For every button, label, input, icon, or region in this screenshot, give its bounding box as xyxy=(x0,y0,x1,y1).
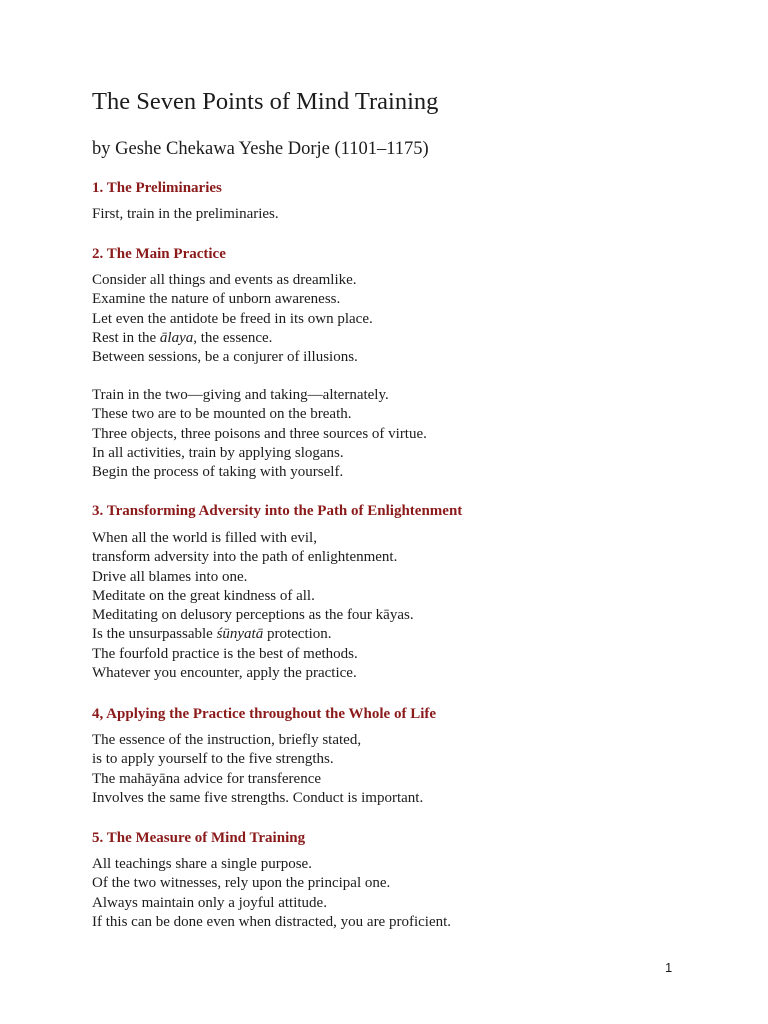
italic-term: śūnyatā xyxy=(216,626,264,643)
italic-term: ālaya xyxy=(159,329,194,346)
verse-line: When all the world is filled with evil, xyxy=(92,530,317,546)
verse-line: Three objects, three poisons and three sources of virtue. xyxy=(92,425,427,442)
verse-line: Whatever you encounter, apply the practice. xyxy=(92,665,357,682)
document-title: The Seven Points of Mind Training xyxy=(92,88,439,115)
section-heading: 1. The Preliminaries xyxy=(92,180,222,196)
verse-line: Examine the nature of unborn awareness. xyxy=(92,291,341,308)
verse-paragraph xyxy=(92,855,451,932)
verse-line: Involves the same five strengths. Conduct is important. xyxy=(92,789,424,806)
verse-line xyxy=(92,329,373,348)
verse-line: These two are to be mounted on the breath. xyxy=(92,406,352,423)
verse-line: The mahāyāna advice for transference xyxy=(92,770,322,787)
verse-line: Between sessions, be a conjurer of illusions. xyxy=(92,349,358,366)
verse-line: The essence of the instruction, briefly stated, xyxy=(92,732,362,748)
verse-line xyxy=(92,625,414,644)
section-heading: 3. Transforming Adversity into the Path of Enlightenment xyxy=(92,503,463,519)
verse-line: Begin the process of taking with yourself. xyxy=(92,464,344,481)
verse-line: Always maintain only a joyful attitude. xyxy=(92,894,327,911)
verse-line: Of the two witnesses, rely upon the principal one. xyxy=(92,875,391,892)
verse-paragraph xyxy=(92,271,373,367)
verse-line: transform adversity into the path of enlightenment. xyxy=(92,549,398,566)
verse-line: Consider all things and events as dreamlike. xyxy=(92,272,357,288)
verse-line: is to apply yourself to the five strengths. xyxy=(92,751,334,768)
verse-text: , the essence. xyxy=(193,329,273,346)
author-byline: by Geshe Chekawa Yeshe Dorje (1101–1175) xyxy=(92,139,429,159)
section-heading: 2. The Main Practice xyxy=(92,246,226,262)
verse-paragraph xyxy=(92,205,279,224)
verse-line: First, train in the preliminaries. xyxy=(92,206,279,222)
verse-text: Is the unsurpassable xyxy=(92,626,217,643)
verse-text: Rest in the xyxy=(92,329,160,346)
section-heading: 4, Applying the Practice throughout the Whole of Life xyxy=(92,706,437,722)
verse-line: All teachings share a single purpose. xyxy=(92,856,312,872)
page-number: 1 xyxy=(665,960,673,975)
verse-line: Meditating on delusory perceptions as the four kāyas. xyxy=(92,607,414,624)
verse-text: protection. xyxy=(263,626,332,643)
verse-paragraph xyxy=(92,731,423,808)
verse-line: Train in the two—giving and taking—alternately. xyxy=(92,387,389,403)
verse-line: Let even the antidote be freed in its own place. xyxy=(92,310,373,327)
verse-line: Drive all blames into one. xyxy=(92,568,248,585)
verse-line: The fourfold practice is the best of methods. xyxy=(92,645,358,662)
verse-line: In all activities, train by applying slogans. xyxy=(92,444,344,461)
section-heading: 5. The Measure of Mind Training xyxy=(92,830,306,846)
verse-line: Meditate on the great kindness of all. xyxy=(92,587,315,604)
verse-paragraph xyxy=(92,529,414,683)
verse-line: If this can be done even when distracted, you are proficient. xyxy=(92,913,452,930)
verse-paragraph xyxy=(92,386,427,482)
